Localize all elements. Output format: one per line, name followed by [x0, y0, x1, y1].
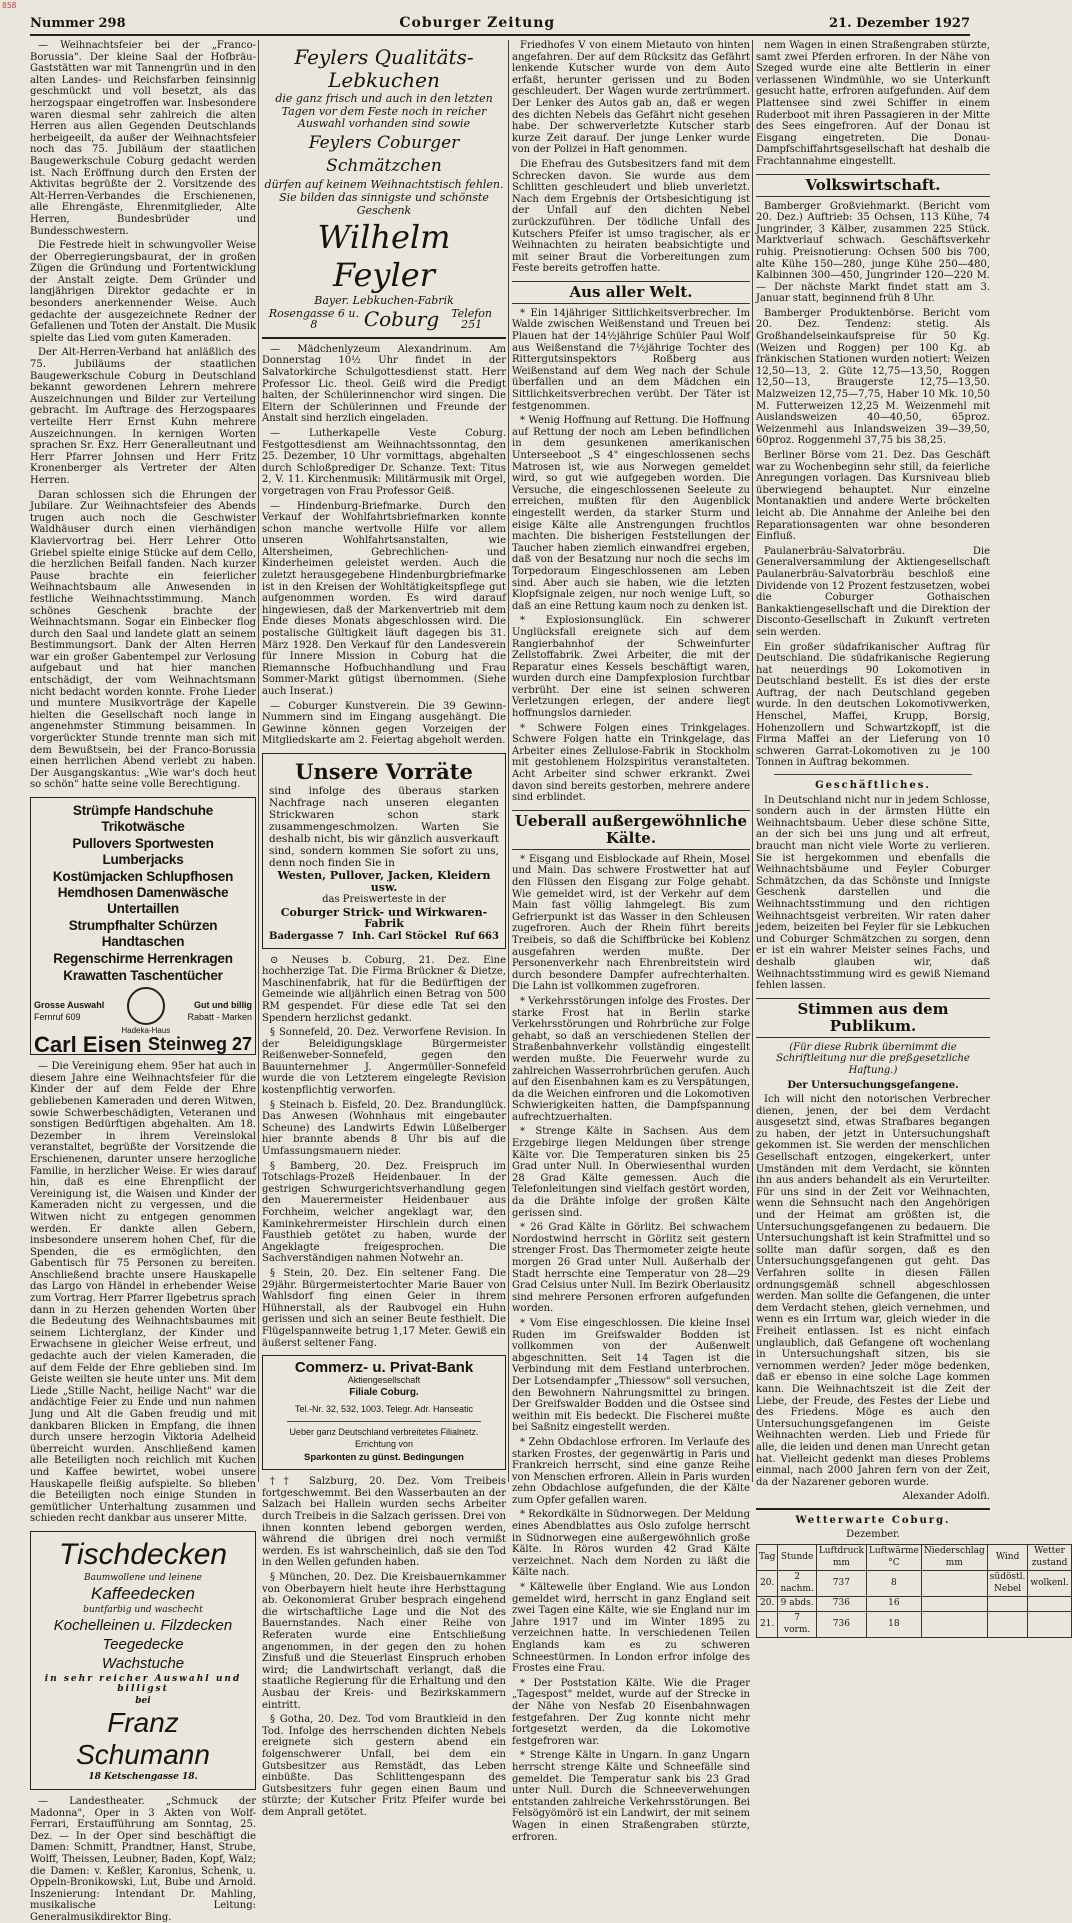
- article-sonnefeld: § Sonnefeld, 20. Dez. Verworfene Revision. In der Beleidigungsklage Bürgermeister Reißenweber-Sonnefeld, gegen den Bauunternehmer J. Angermüller-Sonnefeld wurde die von Letzterem eingelegte Revision kostenpflichtig verworfen.: [262, 1027, 506, 1097]
- article-95er: — Die Vereinigung ehem. 95er hat auch in diesem Jahre eine Weihnachtsfeier für die Kinder der auf dem Felde der Ehre gebliebenen Kameraden und deren Witwen, sowie Schwerbeschädigten, Veteranen und sonstigen Bedürftigen abgehalten. Am 18. Dezember in ihrem Vereinslokal veranstaltet, begrüßte der Vorsitzende die Erschienenen, darunter unsere herzogliche Familie, in herzlicher Weise. Er wies darauf hin, daß es eine Ehrenpflicht der Vereinigung ist, die Waisen und Kinder der Kameraden nicht zu vergessen, und die Witwen nicht zu entgegen genommen werden. Er dankte allen Gebern, insbesondere unserem hohen Chef, für die Spenden, die es ermöglichten, den Gabentisch für 75 Personen zu bereiten. Anschließend brachte unsere Hauskapelle das Largo von Händel in erhebender Weise zum Vortrag. Herr Pfarrer Ilgebetrus sprach dann in zu Herzen gehenden Worten über die Bedeutung des Weihnachtsbaumes mit seinem Lichterglanz, der Kinder und Erwachsene in gleicher Weise erfreut, und gedachte auch der vielen Kameraden, die auf dem Felde der Ehre geblieben sind. Im Geiste weilten sie heute unter uns. Mit dem Liede „Stille Nacht, heilige Nacht" war die andächtige Feier zu Ende und nun nahmen Jung und Alt die Gaben freudig und mit dankbaren Blicken in Empfang, die ihnen durch unsere herzogin Viktoria Adelheid überreicht wurden. Anschließend kamen alle Beteiligten noch reichlich mit Kuchen und Kaffee bewirtet, wobei unsere Hauskapelle fleißig aufspielte. So blieben die Beteiligten noch einige Stunden in gemütlicher Unterhaltung zusammen und schieden recht dankbar aus unserer Mitte.: [30, 1061, 256, 1525]
- ad-line: Krawatten Taschentücher: [63, 968, 223, 983]
- ad-text: Errichtung von: [354, 1439, 414, 1450]
- article-muenchen: § München, 20. Dez. Die Kreisbauernkammer von Oberbayern hielt heute ihre Herbsttagung ab. Oekonomierat Gruber besprach eingehend die wirtschaftliche Lage und die Not des Bauernstandes. Nach einer Reihe von Referaten wurde eine Entschließung angenommen, in der gegen den zu hohen Zinsfuß und die Steuerlast Einspruch erhoben wird; die Landwirtschaft verlangt, daß die staatliche Regierung für die Erhaltung und den Ausbau der Kreis- und Bezirkskammern eintritt.: [262, 1572, 506, 1711]
- article-bamberg: § Bamberg, 20. Dez. Freispruch im Totschlags-Prozeß Heidenbauer. In der gestrigen Schwurgerichtsverhandlung gegen den Mauerermeister Heidenbauer aus Forchheim, welcher angeklagt war, den Kaminkehrermeister Hirschlein durch einen Fausthieb getötet zu haben, wurde der Angeklagte freigesprochen. Die Sachverständigen nahmen Notwehr an.: [262, 1160, 506, 1265]
- article-england: * Kältewelle über England. Wie aus London gemeldet wird, herrscht in ganz England seit zwei Tagen eine Kälte, wie sie England nur im Jahre 1917 und im Winter 1895 zu verzeichnen hatte. In verschiedenen Teilen Englands kam es zu schweren Schneestürmen. In London erfror infolge des Frostes eine Frau.: [512, 1582, 750, 1675]
- article-verkehrsstoerungen: * Verkehrsstörungen infolge des Frostes. Der starke Frost hat in Berlin starke Verkehrsstörungen und Rohrbrüche zur Folge gehabt, so daß an verschiedenen Stellen der Straßenbahnverkehr vollständig eingestellt werden mußte. Die Feuerwehr wurde zu zahlreichen Wasserrohrbrüchen gerufen. Auch auf den Eisenbahnen kam es zu Verspätungen, da die Weichen einfroren und die Lokomotiven Schwierigkeiten hatten, die Dampfspannung aufrechtzuerhalten.: [512, 995, 750, 1123]
- ad-text: dürfen auf keinem Weihnachtstisch fehlen.: [264, 177, 504, 191]
- ad-title: Unsere Vorräte: [295, 758, 473, 784]
- column-rule: [508, 40, 509, 1482]
- ad-strickwaren-fabrik: [262, 753, 506, 949]
- ad-text: sind infolge des überaus starken Nachfrage nach unseren eleganten Strickwaren schon stark zusammengeschmolzen. Warten Sie deshalb nicht, bis wir gänzlich ausverkauft sind, sondern kommen Sie sofort zu uns, denn noch finden Sie in: [269, 784, 499, 869]
- section-heading-aus-aller-welt: Aus aller Welt.: [512, 281, 750, 304]
- weather-title: Wetterwarte Coburg.: [795, 1514, 951, 1526]
- ad-owner: Inh. Carl Stöckel: [351, 930, 447, 942]
- section-heading-volkswirtschaft: Volkswirtschaft.: [756, 174, 990, 197]
- ad-head: Feylers Qualitäts-Lebkuchen: [294, 45, 474, 92]
- ad-address: Steinweg 27: [147, 1033, 252, 1054]
- article-sittlichkeitsverbrecher: * Ein 14jähriger Sittlichkeitsverbrecher. Im Walde zwischen Weißenstand und Treuen bei Plauen hat der 14½jährige Schüler Paul Wolf aus Weißenstand die 7½jährige Tochter des Rittergutsinspektors Roßberg aus Weißenstand auf dem Weg nach der Schule überfallen und an dem Mädchen ein Sittlichkeitsverbrechen verübt. Der Täter ist festgenommen.: [512, 307, 750, 412]
- table-row: 20. 9 abds. 736 16: [757, 1597, 1072, 1612]
- article-alexandrinum: — Mädchenlyzeum Alexandrinum. Am Donnerstag 10½ Uhr findet in der Salvatorkirche Schulgottesdienst statt. Herr Professor Lic. theol. Geiß wird die Predigt halten, der Schülerinnenchor wird singen. Die Eltern der Schülerinnen und Freunde der Anstalt sind herzlich eingeladen.: [262, 343, 506, 425]
- article-kunstverein: — Coburger Kunstverein. Die 39 Gewinn-Nummern sind im Eingang ausgehängt. Die Gewinne können gegen Vorzeigen der Mitgliedskarte am 2. Feiertag abgeholt werden.: [262, 700, 506, 747]
- divider: [262, 337, 506, 339]
- ad-phone: Telefon 251: [451, 306, 493, 332]
- ad-rabatt: Rabatt - Marken: [187, 1011, 252, 1022]
- ad-line: bei: [135, 1695, 151, 1706]
- signature: Alexander Adolfi.: [902, 1491, 990, 1503]
- ad-line: Strumpfhalter Schürzen Handtaschen: [68, 918, 218, 949]
- ad-wilhelm-feyler: [262, 46, 506, 331]
- weather-month: Dezember.: [846, 1529, 900, 1541]
- ad-text: Sparkonten zu günst. Bedingungen: [304, 1451, 464, 1463]
- ad-line: Wachstuche: [101, 1654, 185, 1672]
- article-landestheater: — Landestheater. „Schmuck der Madonna", Oper in 3 Akten von Wolf-Ferrari, Erstaufführung am Sonntag, 25. Dez. — In der Oper sind beschäftigt die Damen: Schmitt, Prandtner, Hanst, Strube, Wolff, Theissen, Leubner, Baden, Kopf, Walz; die Damen: v. Keßler, Karonius, Schenk, u. Oppeln-Bronikowski, Lut, Bube und Arnold. Inszenierung: Intendant Dr. Mahling, musikalische Leitung: Generalmusikdirektor Bing.: [30, 1795, 256, 1923]
- ad-commerz-privat-bank: [262, 1355, 506, 1470]
- ad-text: die ganz frisch und auch in den letzten Tagen vor dem Feste noch in reicher Auswahl vorhanden sind sowie: [275, 92, 493, 130]
- ad-sub: Aktiengesellschaft: [347, 1374, 421, 1385]
- ad-shop-name: Wilhelm Feyler: [317, 218, 451, 294]
- ad-line: Kaffeedecken: [91, 1584, 195, 1604]
- article-explosion: * Explosionsunglück. Ein schwerer Unglücksfall ereignete sich auf dem Rangierbahnhof der Schweinfurter Zellstoffabrik. Zwei Arbeiter, die mit der Reparatur eines Kessels beschäftigt waren, wurden durch eine Dampfexplosion furchtbar verbrüht. Der eine ist seinen schweren Verletzungen erlegen, der andere liegt hoffnungslos darnieder.: [512, 615, 750, 720]
- ad-text: Ueber ganz Deutschland verbreitetes Filialnetz.: [289, 1426, 479, 1437]
- ad-head: Feylers Coburger Schmätzchen: [308, 132, 460, 176]
- issue-date: 21. Dezember 1927: [828, 15, 970, 31]
- column-3: [512, 40, 750, 1843]
- column-rule: [752, 40, 753, 1482]
- ad-address: Badergasse 7: [269, 930, 345, 942]
- ad-shop-name: Carl Eisen: [34, 1031, 142, 1057]
- ad-firm: Coburger Strick- und Wirkwaren-Fabrik: [280, 905, 488, 931]
- ad-text: das Preiswerteste in der: [322, 894, 446, 906]
- article-gotha: § Gotha, 20. Dez. Tod vom Brautkleid in den Tod. Infolge des herrschenden dichten Nebels ereignete sich gestern abend ein folgenschwerer Unfall, bei dem ein Gutsbesitzer aus Remstädt, das Leben einbüßte. Das Schlittengespann des Gutsbesitzers fuhr gegen einen Baum und stürzte; der Kutscher Fritz Pfeifer wurde bei dem Anprall getötet.: [262, 1714, 506, 1818]
- article-salzburg: †† Salzburg, 20. Dez. Vom Treibeis fortgeschwemmt. Bei den Wasserbauten an der Salzach bei Hallein wurden sechs Arbeiter durch Treibeis in die Salzach gerissen. Drei von ihnen konnten lebend geborgen werden, während die übrigen drei noch vermißt werden. Es ist wahrscheinlich, daß sie den Tod in den Wellen gefunden haben.: [262, 1476, 506, 1569]
- section-heading-geschaeftliches: Geschäftliches.: [815, 780, 931, 792]
- article-eise-eingeschlossen: * Vom Eise eingeschlossen. Die kleine Insel Ruden im Greifswalder Bodden ist vollkommen von der Außenwelt abgeschnitten. Seit 14 Tagen ist die Verbindung mit dem Festland unterbrochen. Der Lotsendampfer „Thiessow" soll versuchen, den Bewohnern Nahrungsmittel zu bringen. Der Greifswalder Bodden und die Ostsee sind weithin mit Eis bedeckt. Die Fischerei mußte bei Saßnitz eingestellt werden.: [512, 1317, 750, 1434]
- ad-sub: Bayer. Lebkuchen-Fabrik: [314, 294, 454, 307]
- article-obdachlose: * Zehn Obdachlose erfroren. Im Verlaufe des starken Frostes, der gegenwärtig in Paris und Frankreich herrscht, sind eine ganze Reihe von Menschen erfroren. Allein in Paris wurden zehn Obdachlose aufgefunden, die der Kälte zum Opfer gefallen waren.: [512, 1436, 750, 1506]
- article-neuses: ⊙ Neuses b. Coburg, 21. Dez. Eine hochherzige Tat. Die Firma Brückner & Dietze, Maschinenfabrik, hat für die Bedürftigen der Gemeinde wie alljährlich einen Betrag von 500 RM gespendet. Für diese edle Tat sei den Spendern herzlichst gedankt.: [262, 954, 506, 1024]
- section-heading-kaelte: Ueberall außergewöhnliche Kälte.: [512, 810, 750, 850]
- ad-line: Pullovers Sportwesten Lumberjacks: [72, 836, 214, 867]
- ad-title: Tischdecken: [58, 1537, 228, 1571]
- ad-phone: Ruf 663: [454, 930, 499, 942]
- ad-phone: Fernruf 609: [34, 1011, 81, 1022]
- article-franco-borussia: — Weihnachtsfeier bei der „Franco-Borussia". Der kleine Saal der Hofbräu-Gaststätten war mit Tannengrün und in den alten Landes- und Reichsfarben feinsinnig geschmückt und voll besetzt, als das herzogspaar eingetroffen war. Insbesondere waren diesmal sehr zahlreich die alten Herren aus allen Gegenden Deutschlands herbeigeeilt, da außer der Weihnachtsfeier noch das 75. Jubiläum der staatlichen Baugewerkschule Coburg gedacht werden ist. Nach Eröffnung durch den Ersten der Aktivitas begrüßte der 2. Vorsitzende des Alt-Herren-Verbandes die Erschienenen, alle Ehrengäste, Ehrenmitglieder, Alte Herren, Bundesbrüder und Bundesschwestern.: [30, 40, 256, 237]
- masthead: [30, 12, 970, 36]
- scan-mark: 858: [2, 1, 17, 10]
- article-goerlitz: * 26 Grad Kälte in Görlitz. Bei schwachem Nordostwind herrscht in Görlitz seit gestern strenger Frost. Das Thermometer zeigte heute morgen 26 Grad unter Null. Außerhalb der Stadt herrschte eine Temperatur von 28—29 Grad Celsius unter Null. Im Bezirk Oberlausitz sind mehrere Personen erfroren aufgefunden worden.: [512, 1222, 750, 1315]
- ad-phone: Tel.-Nr. 32, 532, 1003. Telegr. Adr. Hanseatic: [295, 1403, 473, 1414]
- article-geschaeftliches: In Deutschland nicht nur in jedem Schlosse, sondern auch in der ärmsten Hütte ein Weihnachtsbaum. Ueber diese schöne Sitte, an der sich bei uns jung und alt erfreut, braucht man nicht viele Worte zu verlieren. Sie ist hergekommen und ebenfalls die Weihnachtsbäume und Feyler Coburger Schmätzchen, da das Schönste und Innigste Geschenk darstellen und die Weihnachtsstimmung und den richtigen Weihnachtsgeist verbreiten. Wir raten daher jedem, beizeiten bei Feyler für sie Lebkuchen und Coburger Schmätzchen zu sorgen, denn er ist ein wahrer Meister seines Fachs, und deshalb glauben wir, daß Weihnachtsstimmung wird es gewiß Niemand fehlen lassen.: [756, 794, 990, 992]
- article-trinkgelage: * Schwere Folgen eines Trinkgelages. Schwere Folgen hatte ein Trinkgelage, das Arbeiter eines Zellulose-Fabrik in Stockholm mit gestohlenem Holzspiritus veranstalteten. Acht Arbeiter sind schwer erkrankt. Zwei davon sind bereits gestorben, mehrere andere sind erblindet.: [512, 722, 750, 804]
- ad-city: Coburg: [363, 306, 440, 331]
- issue-number: Nummer 298: [30, 15, 126, 31]
- column-rule: [258, 40, 259, 1482]
- article-steinach: § Steinach b. Eisfeld, 20. Dez. Brandunglück. Das Anwesen (Wohnhaus mit eingebauter Scheune) des Landwirts Edwin Lüßelberger hier brannte abends 8 Uhr bis auf die Umfassungsmauern nieder.: [262, 1099, 506, 1158]
- section-heading-publikum: Stimmen aus dem Publikum.: [756, 998, 990, 1038]
- article-suednorwegen: * Rekordkälte in Südnorwegen. Der Meldung eines Abendblattes aus Oslo zufolge herrscht in Südnorwegen eine außergewöhnlich große Kälte. In Röros wurden 42 Grad Kälte verzeichnet. Nach dem Norden zu läßt die Kälte nach.: [512, 1509, 750, 1579]
- ad-line: Kostümjacken Schlupfhosen Hemdhosen Damenwäsche Untertaillen: [52, 869, 234, 916]
- article-sachsen: * Strenge Kälte in Sachsen. Aus dem Erzgebirge liegen Meldungen über strenge Kälte vor. Die Temperaturen sinken bis 25 Grad unter Null. In Oberwiesenthal wurden 28 Grad Kälte gemessen. Auch die Telefonleitungen sind vielfach gestört worden, da die Drähte infolge der großen Kälte gerissen sind.: [512, 1126, 750, 1219]
- subheading: Der Untersuchungsgefangene.: [787, 1079, 959, 1091]
- ad-right-text: Gut und billig: [194, 1000, 252, 1011]
- column-1: [30, 40, 256, 1923]
- ad-franz-schumann: [30, 1531, 256, 1790]
- ad-bank-name: Commerz- u. Privat-Bank: [294, 1359, 474, 1377]
- ad-carl-eisen: [30, 797, 256, 1055]
- ad-hadeka: Hadeka-Haus: [121, 1026, 171, 1035]
- ad-line: Strümpfe Handschuhe Trikotwäsche: [72, 803, 214, 834]
- weather-table: [756, 1544, 1072, 1638]
- ad-line: in sehr reicher Auswahl und billigst: [44, 1673, 242, 1695]
- ad-goods: Westen, Pullover, Jacken, Kleidern usw.: [277, 868, 491, 894]
- column-2: [262, 40, 506, 1818]
- article-produktenboerse: Bamberger Produktenbörse. Bericht vom 20. Dez. Tendenz: stetig. Als Großhandelseinkaufspreise für 50 Kg. (Weizen und Roggen) per 100 Kg. ab fränkischen Stationen wurden notiert: Weizen 12,50—13, 2. Güte 12,75—13,50, Roggen 12,50—13, Braugerste 12,75—13,50. Malzweizen 12,75—7,75, Haber 10 Mk. 10,50 M. Futterweizen 12,25 M. Weizenmehl mit Auslandsweizen 40—40,50, 65proz. Weizenmehl aus Inlandsweizen 39—39,50, 60proz. Roggenmehl 37,75 bis 38,25.: [756, 307, 990, 447]
- ad-line: Regenschirme Herrenkragen: [53, 951, 233, 966]
- column-4: [756, 40, 1069, 1635]
- article-lutherkapelle: — Lutherkapelle Veste Coburg. Festgottesdienst am Weihnachtssonntag, den 25. Dezember, 10 Uhr vormittags, abgehalten durch Schloßprediger Dr. Schanze. Text: Titus 2, V. 11. Kirchenmusik: Militärmusik mit Orgel, vorgetragen von Frau Professor Geiß.: [262, 427, 506, 497]
- ad-line: buntfarbig und waschecht: [83, 1605, 203, 1616]
- article-hindenburg-briefmarke: — Hindenburg-Briefmarke. Durch den Verkauf der Wohlfahrtsbriefmarken konnte schon manche wertvolle Hilfe vor allem unseren Wohlfahrtsanstalten, wie Altersheimen, Gebrechlichen- und Kinderheimen geleistet werden. Auch die zuletzt herausgegebene Hindenburgbriefmarke ist in den Kreisen der Wohltätigkeitspflege gut aufgenommen worden. Es wird darauf hingewiesen, daß der Markenvertrieb mit dem Ende dieses Monats abgeschlossen wird. Die postalische Gültigkeit läuft dagegen bis 31. März 1928. Den Verkauf für den Landesverein für Innere Mission in Coburg hat die Riemannsche Hofbuchhandlung und Frau Sommer-Markt gütigst übernommen. (Siehe auch Inserat.): [262, 500, 506, 697]
- table-row: 21. 7 vorm. 736 18: [757, 1612, 1072, 1638]
- hadeka-seal-icon: [127, 987, 165, 1025]
- ad-left-text: Grosse Auswahl: [34, 1000, 105, 1011]
- article-paragraph: Friedhofes V von einem Mietauto von hinten angefahren. Der auf dem Rücksitz das Gefährt lenkende Kutscher wurde von dem Auto erfaßt, herunter gerissen und zu Boden geschleudert. Der Wagen wurde zertrümmert. Der Lenker des Autos gab an, daß er wegen des dichten Nebels das Gefährt nicht gesehen habe. Der schwerverletzte Kutscher starb kurze Zeit darauf. Der junge Lenker wurde von der Polizei in Haft genommen.: [512, 40, 750, 156]
- ad-address: 18 Ketschengasse 18.: [88, 1772, 198, 1783]
- article-eisgang: * Eisgang und Eisblockade auf Rhein, Mosel und Main. Das schwere Frostwetter hat auf den Flüssen den Eisgang zur Folge gehabt. Wie gemeldet wird, ist der Verkehr auf dem Main fast völlig lahmgelegt. Bis zum Gefrierpunkt ist das Wasser in den Schleusen zugefroren. Auch der Rhein führt bereits Treibeis, so daß die Schiffbrücke bei Koblenz ausgefahren werden mußte. Der Personenverkehr nach Ehrenbreitstein wird durch besondere Dampfer aufrechterhalten. Die Lahn ist vollkommen zugefroren.: [512, 853, 750, 993]
- ad-line: Teegedecke: [102, 1635, 184, 1653]
- ad-text: Sie bilden das sinnigste und schönste Geschenk: [279, 191, 489, 217]
- article-paulanerbraeu: Paulanerbräu-Salvatorbräu. Die Generalversammlung der Aktiengesellschaft Paulanerbräu-Salvatorbräu beschloß eine Dividende von 12 Prozent festzusetzen, wobei die Coburger Gothaischen Bankaktiengesellschaft und die Direktion der Disconto-Gesellschaft in Zukunft vertreten sein werden.: [756, 545, 990, 638]
- article-paragraph: nem Wagen in einen Straßengraben stürzte, samt zwei Pferden erfroren. In der Nähe von Szeged wurde eine alte Bettlerin in einer verlassenen Windmühle, wo sie Unterkunft gesucht hatte, erfroren aufgefunden. Auf dem Plattensee sind zwei Schiffer in einem Ruderboot mit ihren Passagieren in der Mitte des Sees eingefroren. Auf der Donau ist Eisgang eingetreten. Die Donau-Dampfschiffahrtsgesellschaft hat deshalb die Frachtannahme eingestellt.: [756, 40, 990, 167]
- article-ungarn: * Strenge Kälte in Ungarn. In ganz Ungarn herrscht strenge Kälte und Schneefälle sind gemeldet. Die Temperatur sank bis 23 Grad unter Null. Durch die Schneeverwehungen entstanden zahlreiche Verkehrsstörungen. Bei Felsögyömörö ist ein Landwirt, der mit seinem Wagen in einen Straßengraben stürzte, erfroren.: [512, 1750, 750, 1843]
- ad-line: Baumwollene und leinene: [83, 1572, 203, 1583]
- article-untersuchungsgefangene: Ich will nicht den notorischen Verbrecher dienen, jenen, der bei dem Verdacht ausgesetzt sind, etwas Strafbares begangen zu haben, der jetzt in Untersuchungshaft gekommen ist. Sie werden der menschlichen Gesellschaft entzogen, eingekerkert, unter Umständen mit dem Verdacht, sie könnten ihn aus anders behandelt als ein Verurteilter. Für uns sind in der Zeit vor Weihnachten, wenn die Sehnsucht nach den Angehörigen und der Heimat am größten ist, die Untersuchungsgefangenen zu bedauern. Die Untersuchungshaft ist kein Strafmittel und so sollte man dafür sorgen, daß es den Untersuchungsgefangenen gut geht. Das Verfahren sollte in diesen Fällen ordnungsgemäß schnell abgeschlossen werden. Man sollte die Gefangenen, die unter dem Verdacht stehen, gleich vernehmen, und wenn es ein Irrtum war, gleich wieder in die Freiheit entlassen. Ist es nicht einfach unglaublich, daß Gefangene oft wochenlang in Untersuchungshaft sitzen, bis sie vernommen werden? Jeder möge bedenken, daß er ebenso in eine solche Lage kommen kann. Die Weihnachtszeit ist die Zeit der Liebe, der Freude, des Festes der Liebe und des Friedens. Möge es auch den Untersuchungsgefangenen im Geiste Weihnachten werden. Lieb und Friede für alle, die leiden und denen man Unrecht getan hat. Vielleicht gedenkt man dieses Problems einmal, nach 2000 Jahren fern von der Zeit, da der Nazarener geboren wurde.: [756, 1094, 990, 1488]
- article-paragraph: Der Alt-Herren-Verband hat anläßlich des 75. Jubiläums der staatlichen Baugewerkschule Coburg in Deutschland bekannt gewordenen Lehrern mehrere Auszeichnungen und Bilder zur Verteilung gebracht. Im Auftrage des Herzogspaares verteilte Herr Ernst Kuhn mehrere Auszeichnungen. In kernigen Worten sprachen Sr. Exz. Herr Generalleutnant und Herr Pfarrer Johnsen und Herr Fritz Kronenberger als Vertreter der Alten Herren.: [30, 347, 256, 486]
- article-grossviehmarkt: Bamberger Großviehmarkt. (Bericht vom 20. Dez.) Auftrieb: 35 Ochsen, 113 Kühe, 74 Jungrinder, 3 Kälber, zusammen 225 Stück. Marktverlauf schwach. Geschäftsverkehr ruhig. Preisnotierung: Ochsen 500 bis 700, alte Kühe 150—280, junge Kühe 250—480, Kalbinnen 300—450, Jungrinder 120—220 M. — Der nächste Markt findet statt am 3. Januar statt, beginnend früh 8 Uhr.: [756, 200, 990, 305]
- article-poststation: * Der Poststation Kälte. Wie die Prager „Tagespost" meldet, wurde auf der Strecke in der Nähe von Nesfab 20 Eisenbahnwagen festgefahren. Der Zug konnte nicht mehr fortgesetzt werden, da die Lokomotive festgefroren war.: [512, 1677, 750, 1747]
- rubric-note: (Für diese Rubrik übernimmt die Schriftleitung nur die preßgesetzliche Haftung.): [776, 1041, 970, 1076]
- ad-shop-name: Franz Schumann: [76, 1707, 210, 1771]
- article-suedafrika: Ein großer südafrikanischer Auftrag für Deutschland. Die südafrikanische Regierung hat neuerdings 90 Lokomotiven in Deutschland bestellt. Es ist dies der erste Auftrag, der nach Deutschland gegeben wurde. In den deutschen Lokomotivwerken, Henschel, Maffei, Krupp, Borsig, Hohenzollern und Schwartzkopff, ist die Firma Maffei an der Lieferung von 10 schweren Garrat-Lokomotiven zu je 100 Tonnen in Auftrag bekommen.: [756, 641, 990, 769]
- newspaper-title: Coburger Zeitung: [399, 15, 556, 31]
- weather-header-row: Tag Stunde Luftdruck mm Luftwärme °C Niederschlag mm Wind Wetter zustand: [757, 1545, 1072, 1571]
- article-paragraph: Daran schlossen sich die Ehrungen der Jubilare. Zur Weihnachtsfeier des Abends trugen auch noch die Geschwister Waldhäuser durch einen vierhändigen Klaviervortrag bei. Herr Lehrer Otto Griebel spielte einige Stücke auf dem Cello, die herzlichen Beifall fanden. Nach kurzer Pause brachte ein feierlicher Weihnachtsbaum alle Anwesenden in festliche Weihnachtsstimmung. Manch schönes Geschenk brachte der Weihnachtsmann. Sogar ein Einbecker flog durch den Saal und landete glatt an seinem Bestimmungsort. Dank der Alten Herren war ein großer Gabentempel zur Verlosung aufgebaut und hat hier manchen entschädigt, der vom Weihnachtsmann nicht bedacht worden konnte. Frohe Lieder und muntere Musikvorträge der Kapelle hielten die Gesellschaft noch lange in angenehmster Stimmung beisammen. In vorgerückter Stunde trennte man sich mit dem Bewußtsein, bei der Franco-Borussia einen herrlichen Abend verlebt zu haben. Der Ausgangskantus: „Wie war's doch heut so schön" hatte seine volle Berechtigung.: [30, 489, 256, 791]
- article-paragraph: Die Festrede hielt in schwungvoller Weise der Oberregierungsbaurat, der in großen Zügen die Gründung und Fortentwicklung der Anstalt zeigte. Dem Gründer und langjährigen Direktor gedachte er in besonders anerkennender Weise. Auch gedachte der ausgezeichnete Redner der Gefallenen und Toten der Anstalt. Die Musik spielte das Lied vom guten Kameraden.: [30, 240, 256, 344]
- article-paragraph: Die Ehefrau des Gutsbesitzers fand mit dem Schrecken davon. Sie wurde aus dem Schlitten geschleudert und blieb unverletzt. Nach dem Ergebnis der Ortsbesichtigung ist der Unfall auf den dichten Nebel zurückzuführen. Der tödliche Unfall des Kutschers Pfeifer ist umso tragischer, als er Weihnachten zu heiraten beabsichtigte und mit seiner Braut die Vorbereitungen zum Feste bereits getroffen hatte.: [512, 158, 750, 275]
- ad-line: Kochelleinen u. Filzdecken: [53, 1616, 233, 1634]
- article-stein: § Stein, 20. Dez. Ein seltener Fang. Die 29jähr. Bürgermeistertochter Marie Bauer von Wahlsdorf fing einen Geier in ihrem Hühnerstall, als der Raubvogel ein Huhn gerissen und sich an seiner Beute festhielt. Die Flügelspannweite betrug 1,17 Meter. Gewiß ein äußerst seltener Fang.: [262, 1267, 506, 1349]
- ad-address: Rosengasse 6 u. 8: [268, 306, 359, 332]
- article-berliner-boerse: Berliner Börse vom 21. Dez. Das Geschäft war zu Wochenbeginn sehr still, da feierliche Anregungen vorlagen. Das Kursniveau blieb überwiegend behauptet. Nur einzelne Montanaktien und andere Werte bröckelten leicht ab. Die Annahme der Anleihe bei den Reparationsagenten war ohne besonderen Einfluß.: [756, 450, 990, 543]
- article-rettung: * Wenig Hoffnung auf Rettung. Die Hoffnung auf Rettung der noch am Leben befindlichen in dem gesunkenen amerikanischen Unterseeboot „S 4" eingeschlossenen sechs Matrosen ist, wie aus Norwegen gemeldet wird, so gut wie aufgegeben worden. Die Versuche, die eingeschlossenen Seeleute zu erreichen, mußten für den Augenblick eingestellt werden, da starker Sturm und eisige Kälte alle Anstrengungen fruchtlos machten. Die bisherigen Feststellungen der Taucher haben ziemlich einwandfrei ergeben, daß von der Besatzung nur noch die sechs im Torpedoraum Eingeschlossenen am Leben sind. Aber auch sie haben, wie die letzten Klopfsignale zeigen, nur noch wenige Luft, so daß an eine Rettung kaum noch zu denken ist.: [512, 415, 750, 612]
- table-row: 20. 2 nachm. 737 8 südöstl. Nebel wolkenl.: [757, 1571, 1072, 1597]
- ad-branch: Filiale Coburg.: [349, 1387, 419, 1399]
